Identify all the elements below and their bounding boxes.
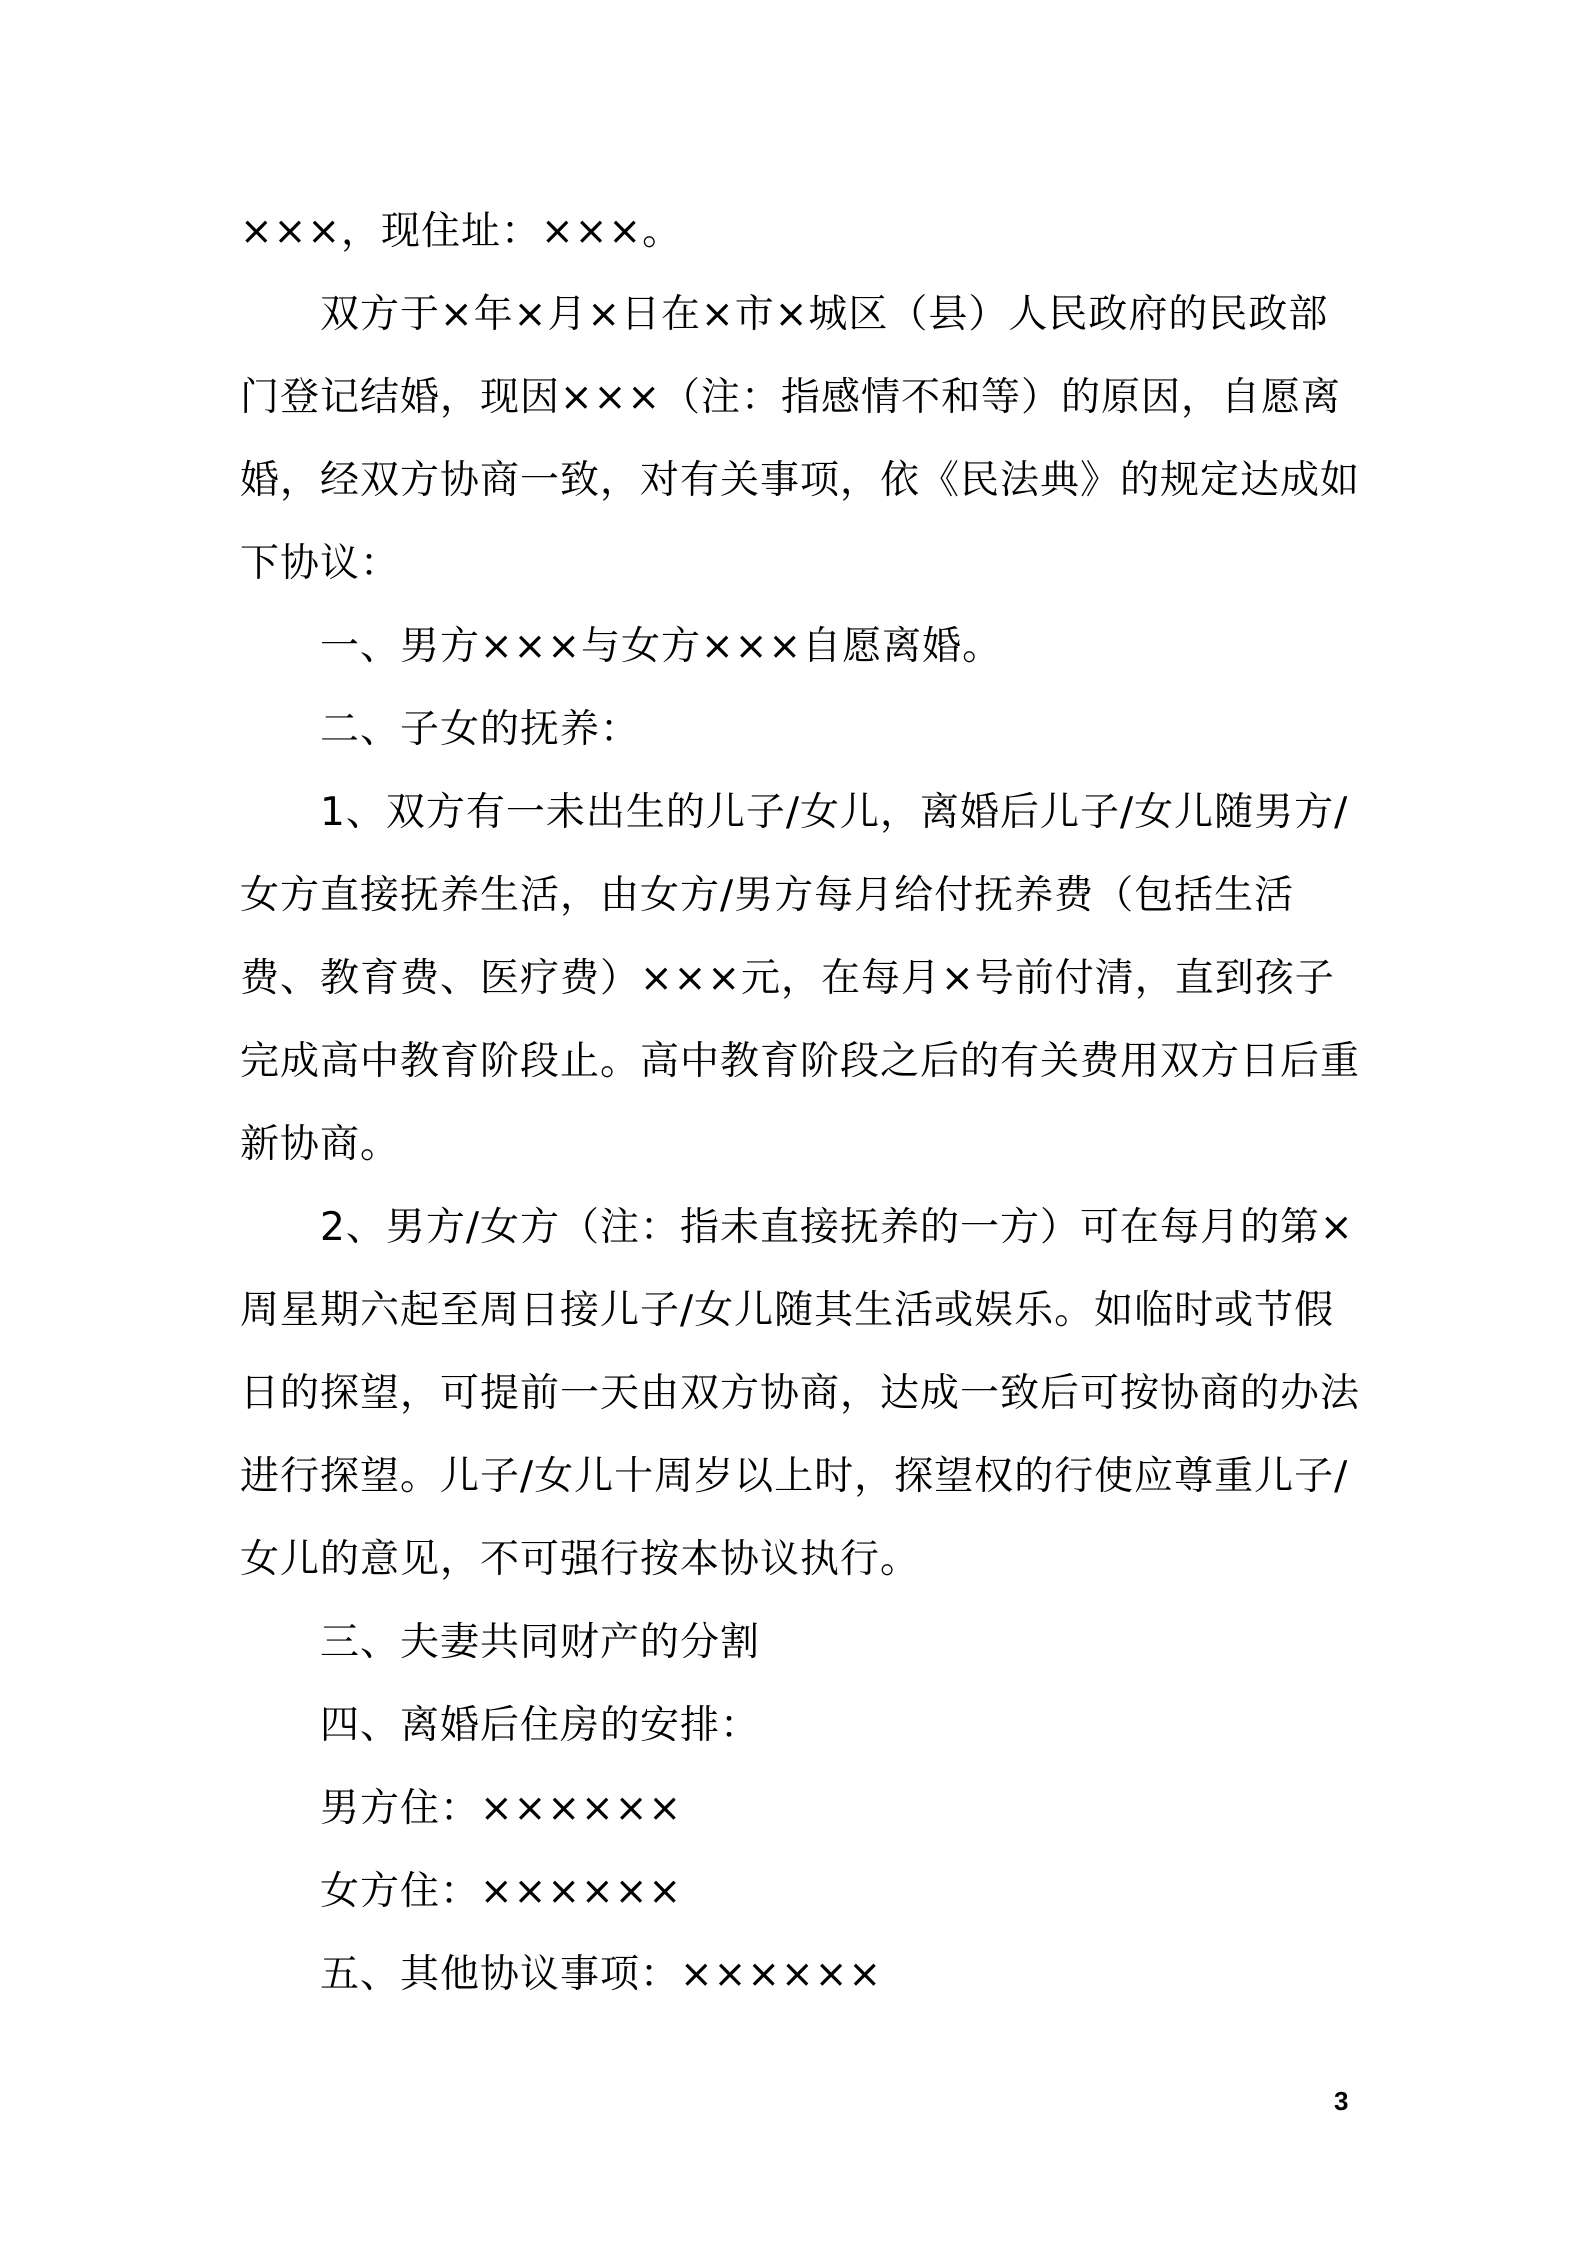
clause-1-divorce: 一、男方×××与女方×××自愿离婚。 bbox=[320, 624, 1003, 669]
housing-male: 男方住：×××××× bbox=[320, 1786, 683, 1831]
clause-2-2-visitation: 2、男方/女方（注：指未直接抚养的一方）可在每月的第×周星期六起至周日接儿子/女儿随其生活或娱乐。如临时或节假日的探望，可提前一天由双方协商，达成一致后可按协商的办法进行探望。儿子/女儿十周岁以上时，探望权的行使应尊重儿子/女儿的意见，不可强行按本协议执行。 bbox=[240, 1205, 1361, 1582]
paragraph-marriage-registration: 双方于×年×月×日在×市×城区（县）人民政府的民政部门登记结婚，现因×××（注：指感情不和等）的原因，自愿离婚，经双方协商一致，对有关事项，依《民法典》的规定达成如下协议： bbox=[240, 292, 1361, 586]
clause-2-child-custody: 二、子女的抚养： bbox=[320, 707, 641, 752]
clause-3-property-division: 三、夫妻共同财产的分割 bbox=[320, 1620, 761, 1665]
clause-5-other-matters: 五、其他协议事项：×××××× bbox=[320, 1952, 883, 1997]
document-body bbox=[240, 190, 1366, 2016]
clause-2-1-child-support: 1、双方有一未出生的儿子/女儿，离婚后儿子/女儿随男方/女方直接抚养生活，由女方/男方每月给付抚养费（包括生活费、教育费、医疗费）×××元，在每月×号前付清，直到孩子完成高中教育阶段止。高中教育阶段之后的有关费用双方日后重新协商。 bbox=[240, 790, 1361, 1167]
clause-4-housing: 四、离婚后住房的安排： bbox=[320, 1703, 761, 1748]
paragraph-address: ×××，现住址：×××。 bbox=[240, 209, 683, 254]
housing-female: 女方住：×××××× bbox=[320, 1869, 683, 1914]
page-number: 3 bbox=[1334, 2086, 1349, 2116]
